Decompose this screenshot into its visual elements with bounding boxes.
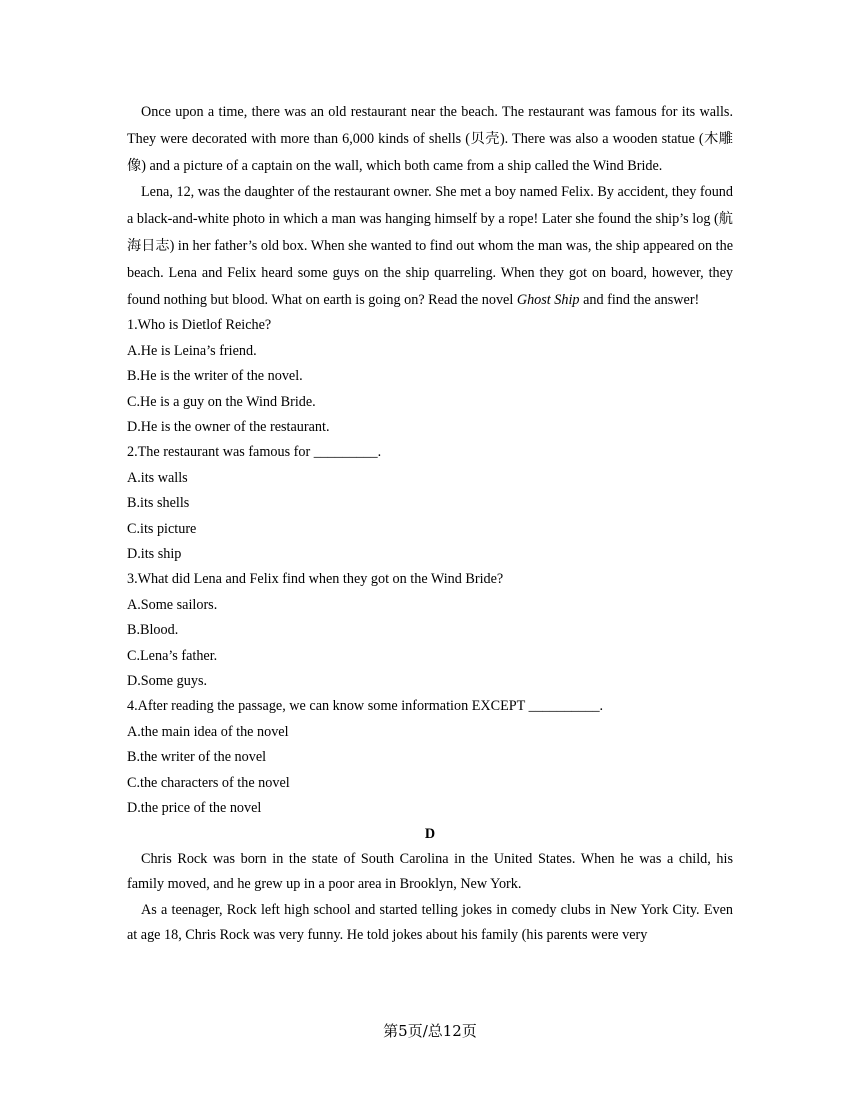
question-option: C.the characters of the novel <box>127 774 290 791</box>
question-option: B.Blood. <box>127 622 179 639</box>
question-option: C.Lena’s father. <box>127 647 218 664</box>
page-number-footer: 第5页/总12页 <box>383 1022 477 1040</box>
passage-paragraph-2 <box>127 179 733 313</box>
question-4 <box>127 694 733 821</box>
question-option: A.Some sailors. <box>127 596 218 613</box>
question-1 <box>127 313 733 440</box>
question-option: B.He is the writer of the novel. <box>127 368 303 385</box>
question-option: A.the main idea of the novel <box>127 723 289 740</box>
question-2 <box>127 440 733 567</box>
passage-paragraph-2-end: and find the answer! <box>579 291 700 308</box>
question-option: C.He is a guy on the Wind Bride. <box>127 393 316 410</box>
question-option: D.Some guys. <box>127 673 208 690</box>
passage-paragraph-2-text: Lena, 12, was the daughter of the restaurant owner. She met a boy named Felix. By accident, they found a black-and-white photo in which a man was hanging himself by a rope! Later she found the ship’s log (航海日志) in her father’s old box. When she wanted to find out whom the man was, the ship appeared on the beach. Lena and Felix heard some guys on the ship quarreling. When they got on board, however, they found nothing but blood. What on earth is going on? Read the novel <box>127 184 733 308</box>
page-content <box>127 99 733 949</box>
question-stem: 4.After reading the passage, we can know some information EXCEPT __________. <box>127 698 604 715</box>
question-stem: 1.Who is Dietlof Reiche? <box>127 317 272 334</box>
novel-title: Ghost Ship <box>516 291 580 308</box>
question-stem: 2.The restaurant was famous for _________. <box>127 444 382 461</box>
question-option: B.the writer of the novel <box>127 749 267 766</box>
question-option: C.its picture <box>127 520 197 537</box>
question-stem: 3.What did Lena and Felix find when they got on the Wind Bride? <box>127 571 504 588</box>
question-option: B.its shells <box>127 495 190 512</box>
question-option: A.its walls <box>127 469 188 486</box>
section-d-paragraph-1: Chris Rock was born in the state of South Carolina in the United States. When he was a child, his family moved, and he grew up in a poor area in Brooklyn, New York. <box>127 850 733 893</box>
question-option: A.He is Leina’s friend. <box>127 342 257 359</box>
section-d-paragraph-2: As a teenager, Rock left high school and started telling jokes in comedy clubs in New York City. Even at age 18, Chris Rock was very funny. He told jokes about his family (his parents were very <box>127 901 733 944</box>
question-option: D.the price of the novel <box>127 800 262 817</box>
passage-paragraph-1: Once upon a time, there was an old restaurant near the beach. The restaurant was famous for its walls. They were decorated with more than 6,000 kinds of shells (贝壳). There was also a wooden statue (木雕像) and a picture of a captain on the wall, which both came from a ship called the Wind Bride. <box>127 104 733 174</box>
question-3 <box>127 567 733 694</box>
question-option: D.He is the owner of the restaurant. <box>127 419 330 435</box>
question-option: D.its ship <box>127 546 182 563</box>
section-heading-d: D <box>424 825 436 842</box>
